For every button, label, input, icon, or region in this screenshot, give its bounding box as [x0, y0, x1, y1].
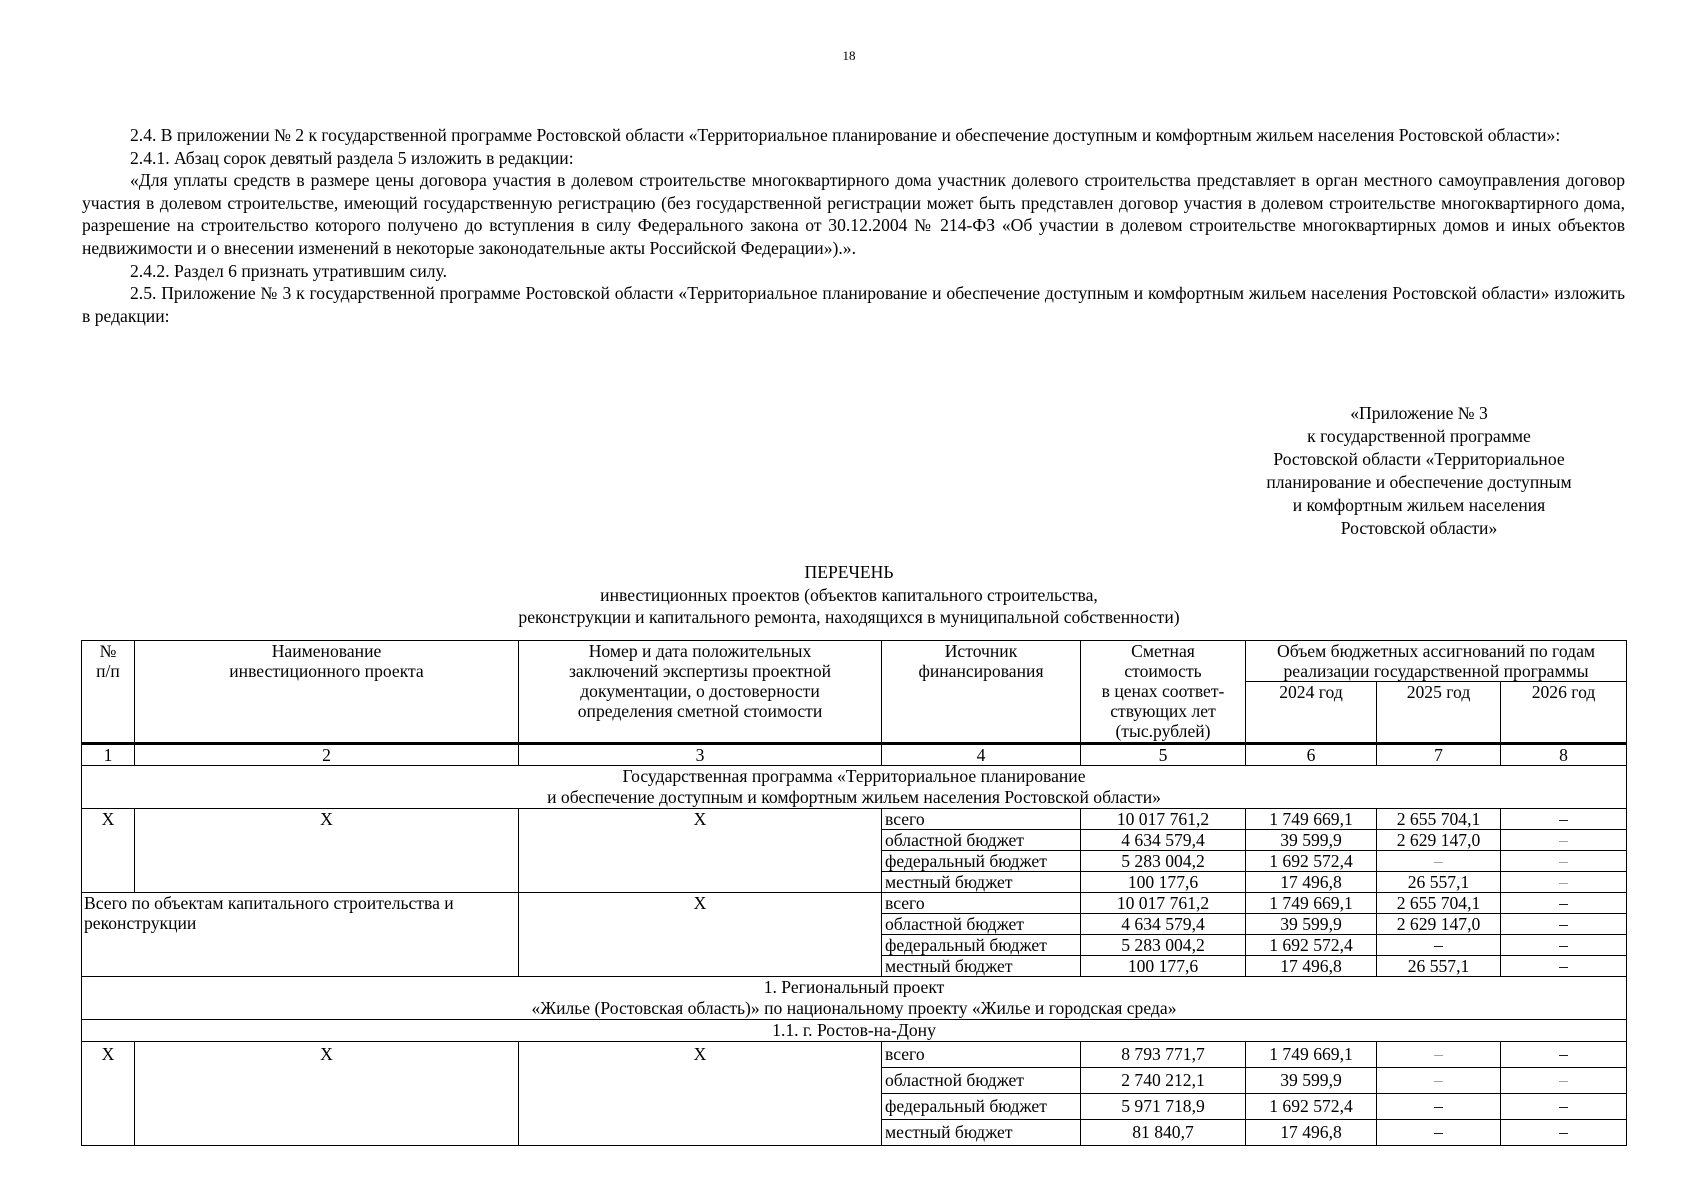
value-2025: –	[1377, 1120, 1501, 1146]
value-2025: 26 557,1	[1377, 872, 1501, 893]
expertise-cell: X	[519, 809, 882, 893]
paragraph: 2.4. В приложении № 2 к государственной программе Ростовской области «Территориальное планирование и обеспечение доступным и комфортным жильем населения Ростовской области»:	[130, 125, 1561, 145]
funding-source: областной бюджет	[882, 830, 1081, 851]
header-row	[82, 641, 1627, 682]
value-2026: –	[1501, 1120, 1627, 1146]
cost-value: 10 017 761,2	[1081, 809, 1246, 830]
value-2024: 1 692 572,4	[1246, 851, 1377, 872]
header-expertise: Номер и дата положительных заключений экспертизы проектной документации, о достоверности определения сметной стоимости	[519, 641, 882, 744]
value-2025: –	[1377, 1042, 1501, 1068]
program-title-row	[82, 766, 1627, 809]
funding-source: областной бюджет	[882, 1068, 1081, 1094]
value-2025: 2 629 147,0	[1377, 830, 1501, 851]
header-source: Источник финансирования	[882, 641, 1081, 744]
row-num: X	[82, 809, 135, 893]
column-number: 6	[1246, 744, 1377, 766]
regional-project-row	[82, 977, 1627, 1020]
cost-value: 100 177,6	[1081, 956, 1246, 977]
value-2025: –	[1377, 851, 1501, 872]
cost-value: 5 283 004,2	[1081, 935, 1246, 956]
header-2026: 2026 год	[1501, 682, 1627, 744]
cost-value: 100 177,6	[1081, 872, 1246, 893]
title-line: инвестиционных проектов (объектов капитального строительства,	[600, 584, 1098, 605]
cost-value: 2 740 212,1	[1081, 1068, 1246, 1094]
funding-source: федеральный бюджет	[882, 851, 1081, 872]
value-2026: –	[1501, 914, 1627, 935]
funding-source: федеральный бюджет	[882, 935, 1081, 956]
value-2026: –	[1501, 809, 1627, 830]
investment-projects-table	[81, 640, 1627, 1146]
header-num: № п/п	[82, 641, 135, 744]
column-number: 8	[1501, 744, 1627, 766]
appendix-line: «Приложение № 3	[1350, 403, 1488, 423]
column-number: 2	[135, 744, 519, 766]
paragraph: 2.4.1. Абзац сорок девятый раздела 5 изложить в редакции:	[130, 147, 574, 168]
funding-source: местный бюджет	[882, 872, 1081, 893]
total-label: Всего по объектам капитального строительства и реконструкции	[82, 893, 519, 977]
value-2026: –	[1501, 1094, 1627, 1120]
column-number: 3	[519, 744, 882, 766]
funding-source: всего	[882, 893, 1081, 914]
value-2026: –	[1501, 830, 1627, 851]
paragraph: 2.4.2. Раздел 6 признать утратившим силу.	[130, 260, 447, 281]
value-2026: –	[1501, 935, 1627, 956]
cost-value: 4 634 579,4	[1081, 914, 1246, 935]
column-number: 1	[82, 744, 135, 766]
funding-source: всего	[882, 1042, 1081, 1068]
value-2024: 17 496,8	[1246, 872, 1377, 893]
value-2026: –	[1501, 1042, 1627, 1068]
header-2025: 2025 год	[1377, 682, 1501, 744]
column-numbers-row	[82, 744, 1627, 766]
appendix-line: планирование и обеспечение доступным	[1266, 472, 1572, 492]
value-2024: 39 599,9	[1246, 1068, 1377, 1094]
document-title	[0, 561, 1698, 629]
column-number: 5	[1081, 744, 1246, 766]
value-2024: 17 496,8	[1246, 1120, 1377, 1146]
paragraph: 2.5. Приложение № 3 к государственной программе Ростовской области «Территориальное планирование и обеспечение доступным и комфортным жильем населения Ростовской области» изложить в редакции:	[82, 283, 1625, 326]
funding-source: местный бюджет	[882, 1120, 1081, 1146]
value-2025: –	[1377, 1094, 1501, 1120]
page-number: 18	[842, 48, 856, 63]
column-number: 4	[882, 744, 1081, 766]
value-2024: 1 749 669,1	[1246, 1042, 1377, 1068]
project-name: X	[135, 809, 519, 893]
table-row	[82, 1042, 1627, 1068]
cost-value: 5 971 718,9	[1081, 1094, 1246, 1120]
cost-value: 8 793 771,7	[1081, 1042, 1246, 1068]
header-2024: 2024 год	[1246, 682, 1377, 744]
funding-source: федеральный бюджет	[882, 1094, 1081, 1120]
value-2024: 1 692 572,4	[1246, 935, 1377, 956]
cost-value: 81 840,7	[1081, 1120, 1246, 1146]
value-2025: –	[1377, 935, 1501, 956]
funding-source: всего	[882, 809, 1081, 830]
city-row	[82, 1020, 1627, 1042]
program-title: Государственная программа «Территориальное планирование и обеспечение доступным и комфортным жильем населения Ростовской области»	[82, 766, 1627, 809]
regional-project-title: 1. Региональный проект «Жилье (Ростовская область)» по национальному проекту «Жилье и городская среда»	[82, 977, 1627, 1020]
table-row	[82, 809, 1627, 830]
city-title: 1.1. г. Ростов-на-Дону	[82, 1020, 1627, 1042]
value-2024: 1 692 572,4	[1246, 1094, 1377, 1120]
value-2025: –	[1377, 1068, 1501, 1094]
body-text	[82, 124, 1625, 327]
project-name: X	[135, 1042, 519, 1146]
cost-value: 10 017 761,2	[1081, 893, 1246, 914]
appendix-line: к государственной программе	[1307, 426, 1531, 446]
paragraph: «Для уплаты средств в размере цены договора участия в долевом строительстве многоквартирного дома участник долевого строительства представляет в орган местного самоуправления договор участия в долевом строительстве, имеющий государственную регистрацию (без государственной регистрации может быть представлен договор участия в долевом строительстве многоквартирного дома, разрешение на строительство которого получено до вступления в силу Федерального закона от 30.12.2004 № 214-ФЗ «Об участии в долевом строительстве многоквартирных домов и иных объектов недвижимости и о внесении изменений в некоторые законодательные акты Российской Федерации»).».	[82, 170, 1625, 258]
appendix-line: Ростовской области»	[1340, 518, 1498, 538]
funding-source: местный бюджет	[882, 956, 1081, 977]
value-2024: 39 599,9	[1246, 830, 1377, 851]
value-2025: 2 655 704,1	[1377, 893, 1501, 914]
row-num: X	[82, 1042, 135, 1146]
funding-source: областной бюджет	[882, 914, 1081, 935]
cost-value: 4 634 579,4	[1081, 830, 1246, 851]
value-2026: –	[1501, 1068, 1627, 1094]
value-2024: 39 599,9	[1246, 914, 1377, 935]
column-number: 7	[1377, 744, 1501, 766]
value-2025: 2 655 704,1	[1377, 809, 1501, 830]
value-2024: 17 496,8	[1246, 956, 1377, 977]
value-2025: 2 629 147,0	[1377, 914, 1501, 935]
appendix-note	[1220, 402, 1618, 540]
expertise-cell: X	[519, 893, 882, 977]
appendix-line: Ростовской области «Территориальное	[1273, 449, 1565, 469]
value-2025: 26 557,1	[1377, 956, 1501, 977]
value-2026: –	[1501, 872, 1627, 893]
header-cost: Сметная стоимость в ценах соответ- ствующих лет (тыс.рублей)	[1081, 641, 1246, 744]
title-line: реконструкции и капитального ремонта, находящихся в муниципальной собственности)	[518, 607, 1180, 628]
appendix-line: и комфортным жильем населения	[1292, 495, 1546, 515]
value-2026: –	[1501, 956, 1627, 977]
value-2024: 1 749 669,1	[1246, 893, 1377, 914]
value-2026: –	[1501, 893, 1627, 914]
header-allocations: Объем бюджетных ассигнований по годам реализации государственной программы	[1246, 641, 1627, 682]
expertise-cell: X	[519, 1042, 882, 1146]
cost-value: 5 283 004,2	[1081, 851, 1246, 872]
table-row	[82, 893, 1627, 914]
value-2026: –	[1501, 851, 1627, 872]
title-main: ПЕРЕЧЕНЬ	[804, 562, 894, 582]
value-2024: 1 749 669,1	[1246, 809, 1377, 830]
header-name: Наименование инвестиционного проекта	[135, 641, 519, 744]
